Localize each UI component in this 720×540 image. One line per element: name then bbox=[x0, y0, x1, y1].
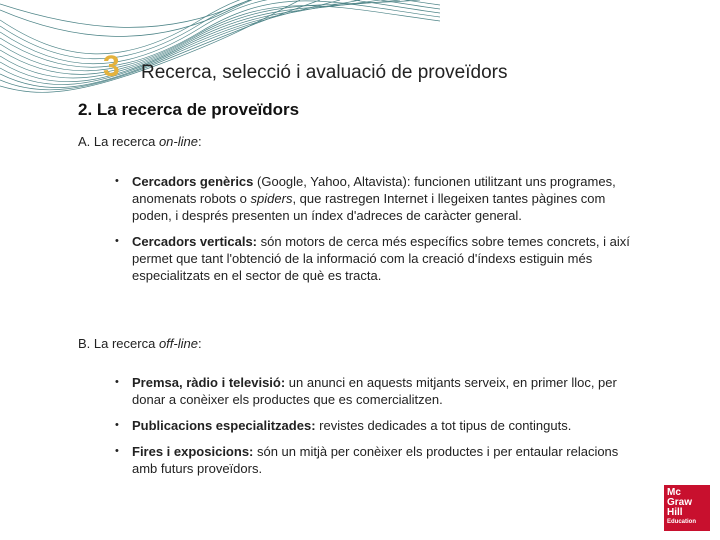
header-wave-decoration bbox=[0, 0, 440, 100]
bullet-icon: • bbox=[115, 419, 119, 431]
logo-line-4: Education bbox=[667, 519, 697, 525]
list-item: • Premsa, ràdio i televisió: un anunci en aquests mitjants serveix, en primer lloc, per donar a conèixer els productes que es comercialitzen. bbox=[115, 375, 617, 407]
offline-bullet-list bbox=[115, 374, 635, 486]
list-item: • Cercadors genèrics (Google, Yahoo, Altavista): funcionen utilitzant uns programes, anomenats robots o spiders, que rastregen Internet i llegeixen tantes pàgines com poden, i després presenten un índex d'adreces de caràcter general. bbox=[115, 174, 616, 223]
list-item: • Cercadors verticals: són motors de cerca més específics sobre temes concrets, i així permet que tant l'obtenció de la informació com la creació d'índexs estiguin més especialitzats en el sector de què es tracta. bbox=[115, 234, 630, 283]
chapter-number: 3 bbox=[103, 50, 120, 83]
bullet-icon: • bbox=[115, 445, 119, 457]
logo-line-1: Mc bbox=[667, 487, 681, 498]
list-item: • Fires i exposicions: són un mitjà per conèixer els productes i per entaular relacions amb futurs proveïdors. bbox=[115, 444, 619, 476]
chapter-title: Recerca, selecció i avaluació de proveïdors bbox=[141, 62, 508, 83]
online-bullet-list bbox=[115, 173, 635, 293]
publisher-logo bbox=[664, 485, 710, 531]
list-item: • Publicacions especialitzades: revistes dedicades a tot tipus de continguts. bbox=[115, 418, 572, 433]
bullet-icon: • bbox=[115, 235, 119, 247]
section-title: 2. La recerca de proveïdors bbox=[78, 100, 300, 119]
logo-line-2: Graw bbox=[667, 497, 693, 508]
bullet-icon: • bbox=[115, 376, 119, 388]
logo-line-3: Hill bbox=[667, 507, 683, 518]
subhead-offline: B. La recerca off-line: bbox=[78, 336, 202, 351]
bullet-icon: • bbox=[115, 175, 119, 187]
subhead-online: A. La recerca on-line: bbox=[78, 134, 202, 149]
